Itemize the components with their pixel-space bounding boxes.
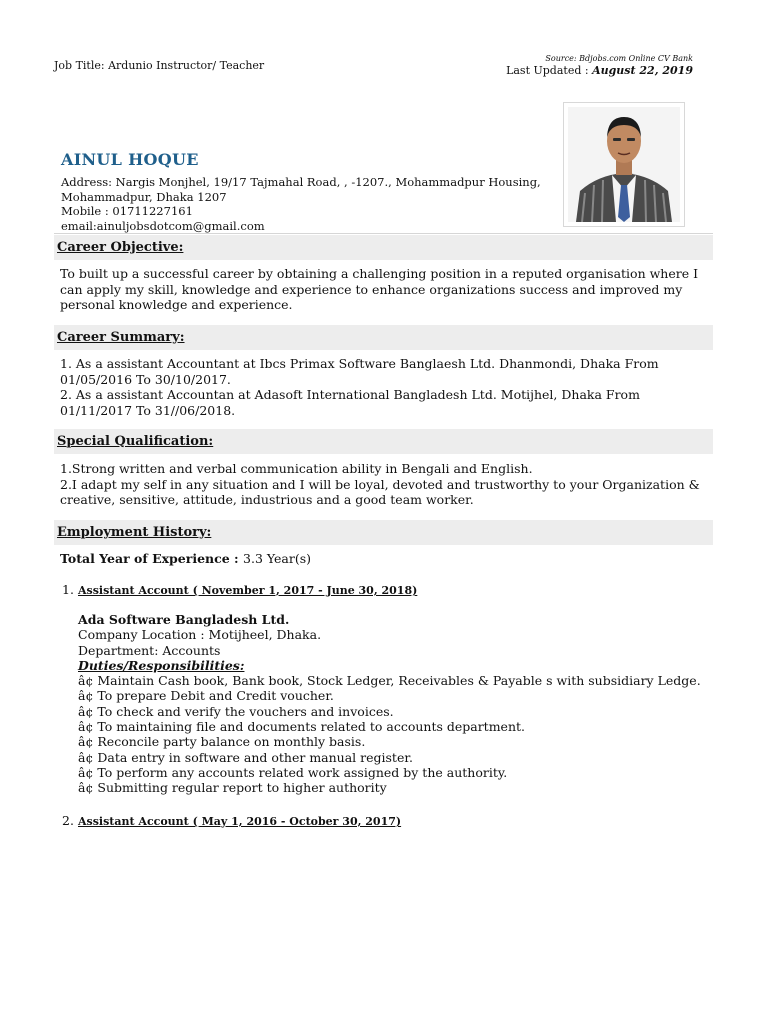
section-employment-history: Employment History:: [54, 520, 713, 545]
section-special-qualification: Special Qualification:: [54, 429, 713, 454]
section-career-objective: Career Objective:: [54, 235, 713, 260]
department: Department: Accounts: [78, 642, 221, 658]
qualification-item: 2.I adapt my self in any situation and I will be loyal, devoted and trustworthy to your Organization & creative, sensitive, attitude, industrious and a good team worker.: [60, 476, 700, 507]
duty-item: â¢ Maintain Cash book, Bank book, Stock Ledger, Receivables & Payable s with subsidiary Ledge.: [78, 673, 701, 689]
qualification-item: 1.Strong written and verbal communication ability in Bengali and English.: [60, 461, 533, 476]
total-experience-label: Total Year of Experience :: [60, 551, 244, 566]
job-heading: Assistant Account ( May 1, 2016 - October 30, 2017): [78, 815, 402, 828]
duty-item: â¢ Submitting regular report to higher authority: [78, 780, 387, 796]
duties-label: Duties/Responsibilities:: [78, 657, 245, 673]
duty-item: â¢ Reconcile party balance on monthly basis.: [78, 734, 366, 750]
job-number: 2.: [62, 813, 74, 828]
profile-photo: [563, 102, 685, 227]
person-photo-icon: [568, 107, 680, 222]
address-line-2: Mohammadpur, Dhaka 1207: [61, 189, 227, 204]
career-summary-text: [60, 356, 715, 418]
special-qualification-text: [60, 461, 715, 508]
career-summary-item: 1. As a assistant Accountant at Ibcs Primax Software Banglaesh Ltd. Dhanmondi, Dhaka From 01/05/2016 To 30/10/2017.: [60, 356, 659, 387]
last-updated: [506, 64, 693, 77]
job-title: Job Title: Ardunio Instructor/ Teacher: [54, 59, 265, 72]
source-note: Source: Bdjobs.com Online CV Bank: [545, 54, 693, 63]
last-updated-date: August 22, 2019: [592, 64, 693, 77]
candidate-name: AINUL HOQUE: [61, 150, 199, 169]
duty-item: â¢ To check and verify the vouchers and invoices.: [78, 703, 394, 719]
section-career-summary: Career Summary:: [54, 325, 713, 350]
address-line-1: Address: Nargis Monjhel, 19/17 Tajmahal Road, , -1207., Mohammadpur Housing,: [61, 175, 541, 189]
contact-info: [61, 175, 551, 233]
header-divider: [54, 233, 713, 234]
career-summary-item: 2. As a assistant Accountan at Adasoft International Bangladesh Ltd. Motijhel, Dhaka From 01/11/2017 To 31//06/2018.: [60, 387, 640, 418]
career-objective-text: To built up a successful career by obtaining a challenging position in a reputed organisation where I can apply my skill, knowledge and experience to enhance organizations success and improved my personal knowledge and experience.: [60, 266, 699, 312]
job-details: [78, 612, 718, 796]
mobile-number: Mobile : 01711227161: [61, 204, 193, 218]
job-heading: Assistant Account ( November 1, 2017 - June 30, 2018): [78, 584, 418, 597]
company-location: Company Location : Motijheel, Dhaka.: [78, 627, 322, 643]
last-updated-label: Last Updated :: [506, 64, 593, 77]
email-address[interactable]: email:ainuljobsdotcom@gmail.com: [61, 218, 265, 233]
job-number: 1.: [62, 582, 74, 597]
duty-item: â¢ To maintaining file and documents related to accounts department.: [78, 719, 526, 735]
duty-item: â¢ To perform any accounts related work assigned by the authority.: [78, 764, 508, 780]
duty-item: â¢ To prepare Debit and Credit voucher.: [78, 688, 334, 704]
total-experience: [60, 551, 311, 566]
company-name: Ada Software Bangladesh Ltd.: [78, 612, 290, 627]
duty-item: â¢ Data entry in software and other manual register.: [78, 749, 413, 765]
total-experience-value: 3.3 Year(s): [243, 551, 312, 566]
